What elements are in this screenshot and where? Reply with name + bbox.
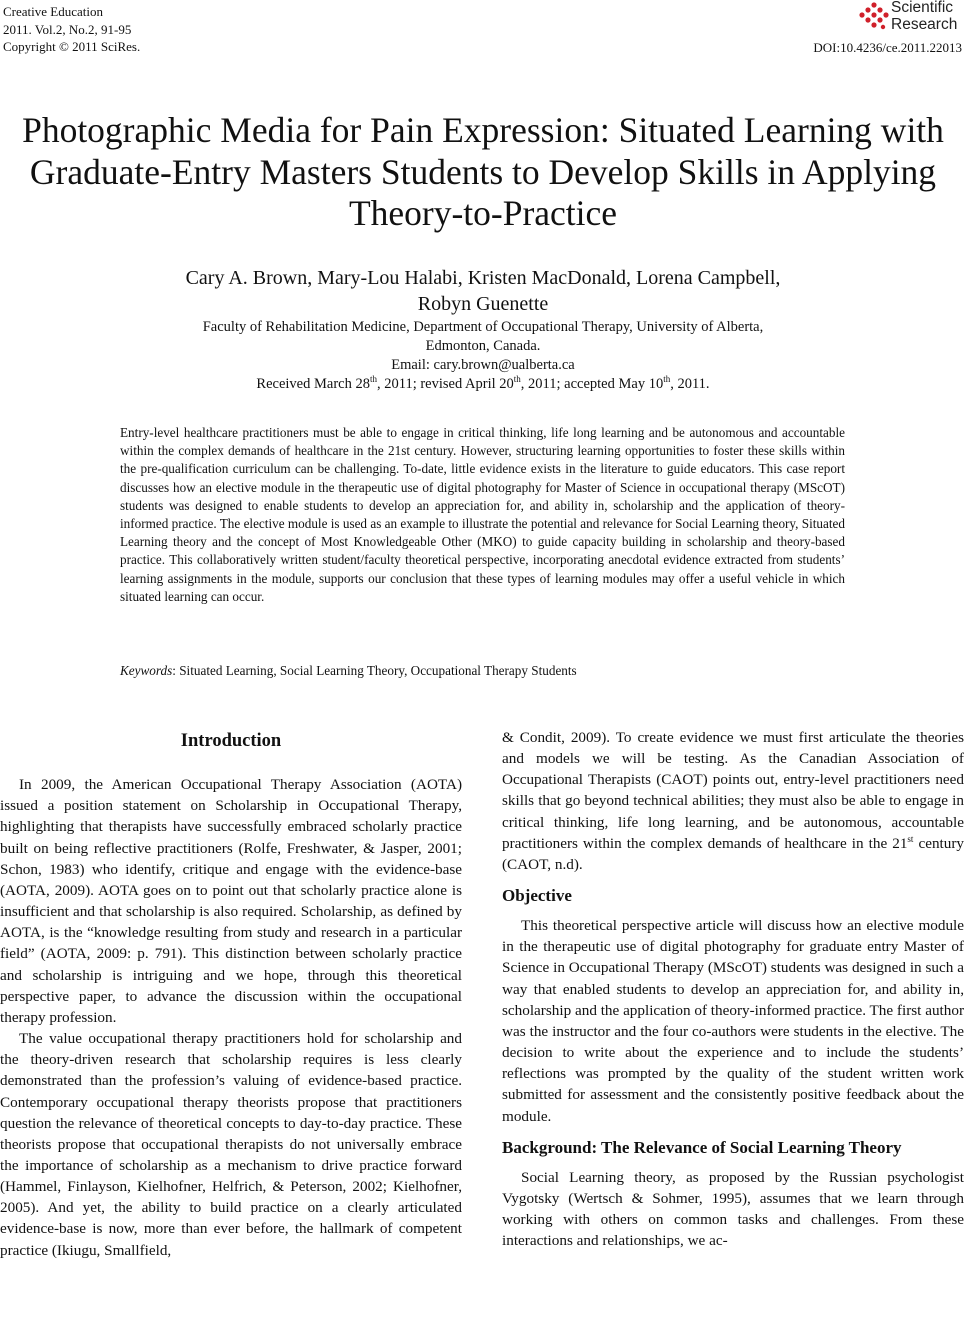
authors: Cary A. Brown, Mary-Lou Halabi, Kristen MacDonald, Lorena Campbell, Robyn Guenette (185, 267, 781, 315)
paragraph: Social Learning theory, as proposed by the Russian psychologist Vygotsky (Wertsch & Sohmer, 1995), assumes that we learn through working with others on common tasks and challenges. From these interactions and relationships, we ac- (502, 1168, 964, 1250)
paragraph: In 2009, the American Occupational Therapy Association (AOTA) issued a position statement on Scholarship in Occupational Therapy, highlighting that therapists have successfully embraced scholarly practice built on being reflective practitioners (Rolfe, Freshwater, & Jasper, 2001; Schon, 1983) who identify, critique and engage with the evidence-base (AOTA, 2009). AOTA goes on to point out that scholarly practice alone is insufficient and that scholarship is also required. Scholarship, as defined by AOTA, is the “knowledge resulting from study and research in a particular field” (AOTA, 2009: p. 791). This distinction between scholarly practice and scholarship is intriguing and we hope, through this theoretical perspective paper, to advance the discussion within the occupational therapy profession. (0, 776, 462, 1026)
section-heading-objective: Objective (502, 886, 572, 906)
author-email: Email: cary.brown@ualberta.ca (391, 357, 575, 373)
affiliation: Faculty of Rehabilitation Medicine, Department of Occupational Therapy, University of Alberta, Edmonton, Canada. Email: cary.brown@ualberta.ca Received March 28th, 2011; revised April 20th, 2011; accepted May 10th, 2011. (0, 318, 966, 394)
section-heading-background: Background: The Relevance of Social Learning Theory (502, 1137, 902, 1157)
left-column (0, 727, 462, 1261)
paragraph: The value occupational therapy practitioners hold for scholarship and the theory-driven research that scholarship requires is less clearly demonstrated than the profession’s valuing of evidence-based practice. Contemporary occupational therapy theorists propose that practitioners question the relevance of theoretical concepts to day-to-day practice. These theorists propose that occupational therapists do not universally embrace the importance of scholarship as a mechanism to drive practice forward (Hammel, Finlayson, Kielhofner, Helfrich, & Peterson, 2002; Kielhofner, 2005). And yet, the ability to build practice on a clearly articulated evidence-base is now, more than ever before, the hallmark of competent practice (Ikiugu, Smallfield, (0, 1030, 462, 1259)
doi: DOI:10.4236/ce.2011.22013 (813, 40, 962, 55)
publisher-logo-icon (857, 1, 891, 35)
received-dates: Received March 28th, 2011; revised April 20th, 2011; accepted May 10th, 2011. (256, 374, 710, 392)
scientific-research-logo (857, 0, 962, 36)
abstract: Entry-level healthcare practitioners must be able to engage in critical thinking, life long learning and be autonomous and accountable within the complex demands of healthcare in the 21st century. However, structuring learning opportunities to foster these skills within the pre-qualification curriculum can be challenging. To-date, little evidence exists in the literature to guide educators. This case report discusses how an elective module in the therapeutic use of digital photography for Master of Science in occupational therapy (MScOT) students was designed to enable students to develop an appreciation for, and ability in, scholarship and the application of theory-informed practice. The elective module is used as an example to illustrate the potential and relevance for Social Learning theory, Situated Learning theory and the concept of Most Knowledgeable Other (MKO) to guide capacity building in scholarship and theory-based practice. This collaboratively written student/faculty theoretical perspective, incorporating anecdotal evidence extracted from students’ learning assignments in the module, supports our conclusion that these types of learning modules may offer a useful vehicle in which situated learning can occur. (120, 425, 845, 604)
journal-name: Creative Education (3, 4, 103, 19)
journal-header (3, 3, 140, 56)
paper-title: Photographic Media for Pain Expression: Situated Learning with Graduate-Entry Masters Students to Develop Skills in Applying Theory-to-Practice (22, 110, 944, 233)
copyright: Copyright © 2011 SciRes. (3, 39, 141, 54)
publisher-name: Scientific Research (891, 0, 958, 33)
section-heading-introduction: Introduction (180, 731, 282, 751)
paragraph: This theoretical perspective article will discuss how an elective module in the therapeutic use of digital photography for graduate entry Master of Science in Occupational Therapy (MScOT) students was designed in such a way that enabled students to develop an appreciation for, and ability in, scholarship and the application of theory-informed practice. The first author was the instructor and the four co-authors were students in the elective. The decision to write about the experience and to include the students’ reflections was prompted by the quality of the student written work submitted for assessment and the consistently positive feedback about the module. (502, 917, 964, 1125)
keywords: Keywords: Situated Learning, Social Learning Theory, Occupational Therapy Students (120, 663, 577, 678)
right-column (502, 727, 964, 1251)
paragraph: & Condit, 2009). To create evidence we must first articulate the theories and models we will be testing. As the Canadian Association of Occupational Therapists (CAOT) points out, entry-level practitioners need skills that go beyond technical abilities; they must also be able to engage in critical thinking, life long learning, and be autonomous, accountable practitioners within the complex demands of healthcare in the 21st century (CAOT, n.d). (502, 729, 965, 873)
journal-volume: 2011. Vol.2, No.2, 91-95 (3, 21, 132, 37)
